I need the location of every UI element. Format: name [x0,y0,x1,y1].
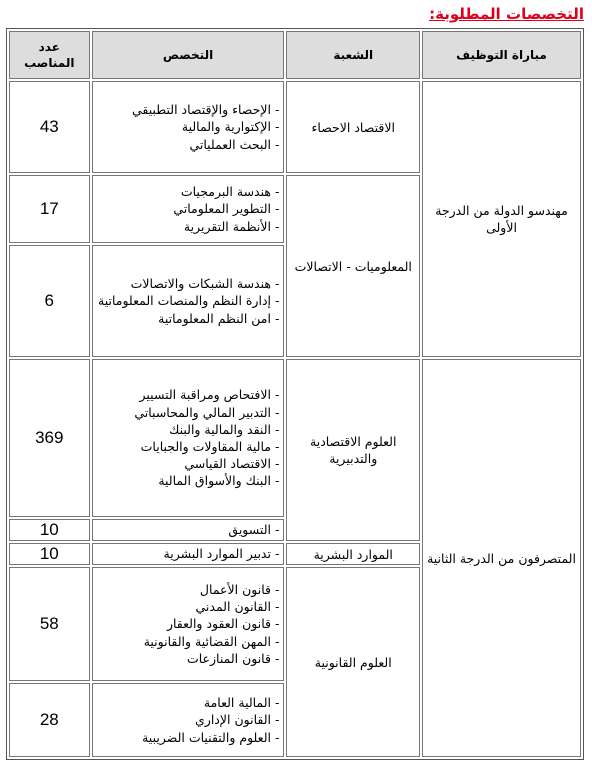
specialty-item: - هندسة الشبكات والاتصالات [130,276,280,292]
header-branch: الشعبة [286,31,420,79]
specialty-cell [92,519,285,541]
specialty-item: - الافتحاص ومراقبة التسيير [139,387,280,403]
exam-cell: مهندسو الدولة من الدرجة الأولى [422,81,581,357]
specialties-table [6,28,584,760]
positions-count: 10 [9,543,90,565]
positions-count: 28 [9,683,90,757]
specialty-item: - النقد والمالية والبنك [169,421,280,437]
header-positions: عدد المناصب [9,31,90,79]
specialty-item: - الإكتوارية والمالية [181,119,280,135]
table-header-row [9,31,581,79]
positions-count: 369 [9,359,90,517]
specialty-item: - هندسة البرمجيات [180,184,280,200]
specialty-cell [92,245,285,357]
positions-count: 10 [9,519,90,541]
branch-cell: المعلوميات - الاتصالات [286,175,420,357]
branch-cell: الموارد البشرية [286,543,420,565]
specialty-item: - القانون الإداري [195,712,280,728]
table-row [9,359,581,517]
specialty-item: - التطوير المعلوماتي [173,201,280,217]
specialty-cell [92,683,285,757]
specialty-item: - الإحصاء والإقتصاد التطبيقي [131,102,280,118]
positions-count: 58 [9,567,90,681]
specialty-item: - العلوم والتقنيات الضريبية [142,729,280,745]
specialty-item: - امن النظم المعلوماتية [158,310,280,326]
specialty-item: - الأنظمة التقريرية [183,218,280,234]
branch-cell: العلوم القانونية [286,567,420,757]
specialty-item: - البحث العملياتي [189,136,280,152]
positions-count: 43 [9,81,90,173]
header-exam: مباراة التوظيف [422,31,581,79]
specialty-item: - قانون الأعمال [199,581,280,597]
specialty-cell [92,175,285,243]
specialty-item: - إدارة النظم والمنصات المعلوماتية [98,293,280,309]
specialty-cell [92,81,285,173]
branch-cell: العلوم الاقتصادية والتدبيرية [286,359,420,541]
specialty-cell [92,359,285,517]
table-row [9,81,581,173]
header-specialty: التخصص [92,31,285,79]
specialty-item: - مالية المقاولات والجبايات [140,439,280,454]
specialty-item: - البنك والأسواق المالية [158,473,280,489]
specialty-item: - قانون العقود والعقار [166,616,280,632]
specialty-cell [92,543,285,565]
specialty-item: - التسويق [228,522,280,538]
positions-count: 17 [9,175,90,243]
specialty-cell [92,567,285,681]
specialty-item: - قانون المنازعات [186,650,280,666]
specialty-item: - القانون المدني [195,599,280,615]
specialty-item: - تدبير الموارد البشرية [163,546,280,562]
specialty-item: - الاقتصاد القياسي [184,456,280,472]
page-title: التخصصات المطلوبة: [429,5,584,23]
specialty-item: - التدبير المالي والمحاسباتي [134,404,280,420]
positions-count: 6 [9,245,90,357]
exam-cell: المتصرفون من الدرجة الثانية [422,359,581,757]
specialty-item: - المهن القضائية والقانونية [143,633,280,649]
branch-cell: الاقتصاد الاحصاء [286,81,420,173]
specialty-item: - المالية العامة [203,695,280,711]
